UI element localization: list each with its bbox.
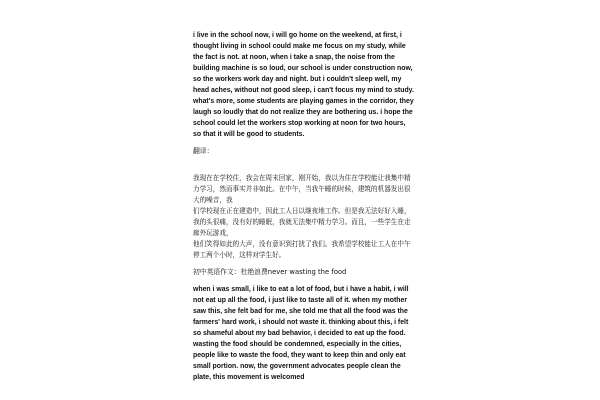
essay2-title: 初中英语作文：杜绝浪费never wasting the food [193, 268, 347, 276]
essay1-chinese-translation [193, 173, 415, 261]
chinese-paragraph-line: 们学校现在正在建造中，因此工人日以继夜地工作。但是我无法好好入睡，我的头很痛，没有好的睡眠，我就无法集中精力学习。而且，一些学生在走廊外玩游戏， [193, 207, 411, 237]
essay1-english-paragraph: i live in the school now, i will go home on the weekend, at first, i thought living in school could make me focus on my study, while the fact is not. at noon, when i take a snap, the noise from the building machine is so loud, our school is under construction now, so the workers work day and night. but i couldn't sleep well, my head aches, without not good sleep, i can't focus my mind to study. what's more, some students are playing games in the corridor, they laugh so loudly that do not realize they are bothering us. i hope the school could let the workers stop working at noon for two hours, so that it will be good to students. [193, 32, 414, 138]
translation-label: 翻译： [193, 147, 214, 155]
chinese-paragraph-line: 他们笑得如此的大声，没有意识到打扰了我们。我希望学校能让工人在中午停工两个小时，这样对学生好。 [193, 240, 411, 259]
chinese-paragraph-line: 我现在在学校住，我会在周末回家，刚开始，我以为住在学校能让我集中精力学习，然而事实并非如此。在中午，当我午睡的时候，建筑的机器发出很大的噪音，我 [193, 174, 411, 204]
essay2-english-paragraph: when i was small, i like to eat a lot of food, but i have a habit, i will not eat up all the food, i just like to taste all of it. when my mother saw this, she felt bad for me, she told me that all the food was the farmers' hard work, i should not waste it. thinking about this, i felt so shameful about my bad behavior, i decided to eat up the food. wasting the food should be condemned, especially in the cities, people like to waste the food, they want to keep thin and only eat small portion. now, the government advocates people clean the plate, this movement is welcomed [193, 286, 409, 381]
essay-column [193, 30, 415, 383]
